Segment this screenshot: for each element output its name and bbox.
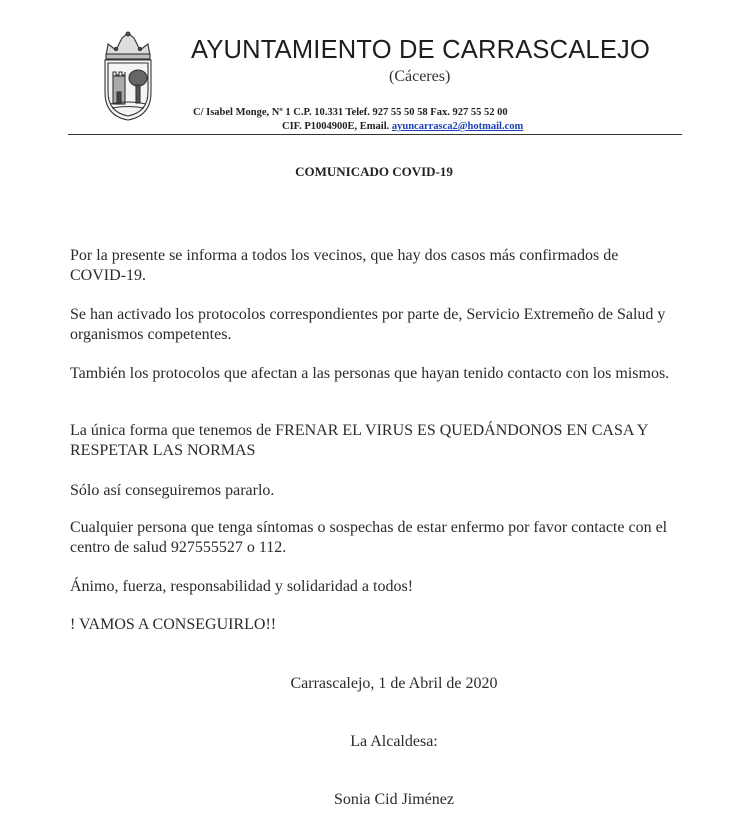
cif-email-line (282, 121, 523, 132)
email-link[interactable]: ayuncarrasca2@hotmail.com (391, 121, 524, 132)
paragraph: Se han activado los protocolos correspondientes por parte de, Servicio Extremeño de Salud y organismos competentes. (70, 306, 666, 343)
paragraph: La única forma que tenemos de FRENAR EL VIRUS ES QUEDÁNDONOS EN CASA Y RESPETAR LAS NORMAS (70, 422, 648, 459)
header-divider (68, 134, 682, 135)
place-date: Carrascalejo, 1 de Abril de 2020 (290, 675, 498, 692)
province: (Cáceres) (389, 68, 451, 85)
address-line: C/ Isabel Monge, Nº 1 C.P. 10.331 Telef. 927 55 50 58 Fax. 927 55 52 00 (193, 107, 508, 118)
paragraph: Ánimo, fuerza, responsabilidad y solidaridad a todos! (70, 578, 414, 595)
document-title: COMUNICADO COVID-19 (295, 164, 453, 179)
organization-name: AYUNTAMIENTO DE CARRASCALEJO (191, 36, 651, 64)
signatory-name: Sonia Cid Jiménez (334, 791, 454, 808)
coat-of-arms-logo (100, 30, 156, 122)
paragraph: Sólo así conseguiremos pararlo. (70, 482, 275, 499)
cif-label: CIF. P1004900E, Email. (282, 121, 390, 132)
signatory-role: La Alcaldesa: (350, 733, 438, 750)
paragraph: Por la presente se informa a todos los vecinos, que hay dos casos más confirmados de COVID-19. (70, 247, 619, 284)
paragraph: También los protocolos que afectan a las personas que hayan tenido contacto con los mismos. (70, 365, 670, 382)
paragraph: ! VAMOS A CONSEGUIRLO!! (70, 616, 277, 633)
paragraph: Cualquier persona que tenga síntomas o sospechas de estar enfermo por favor contacte con el centro de salud 927555527 o 112. (70, 519, 668, 556)
